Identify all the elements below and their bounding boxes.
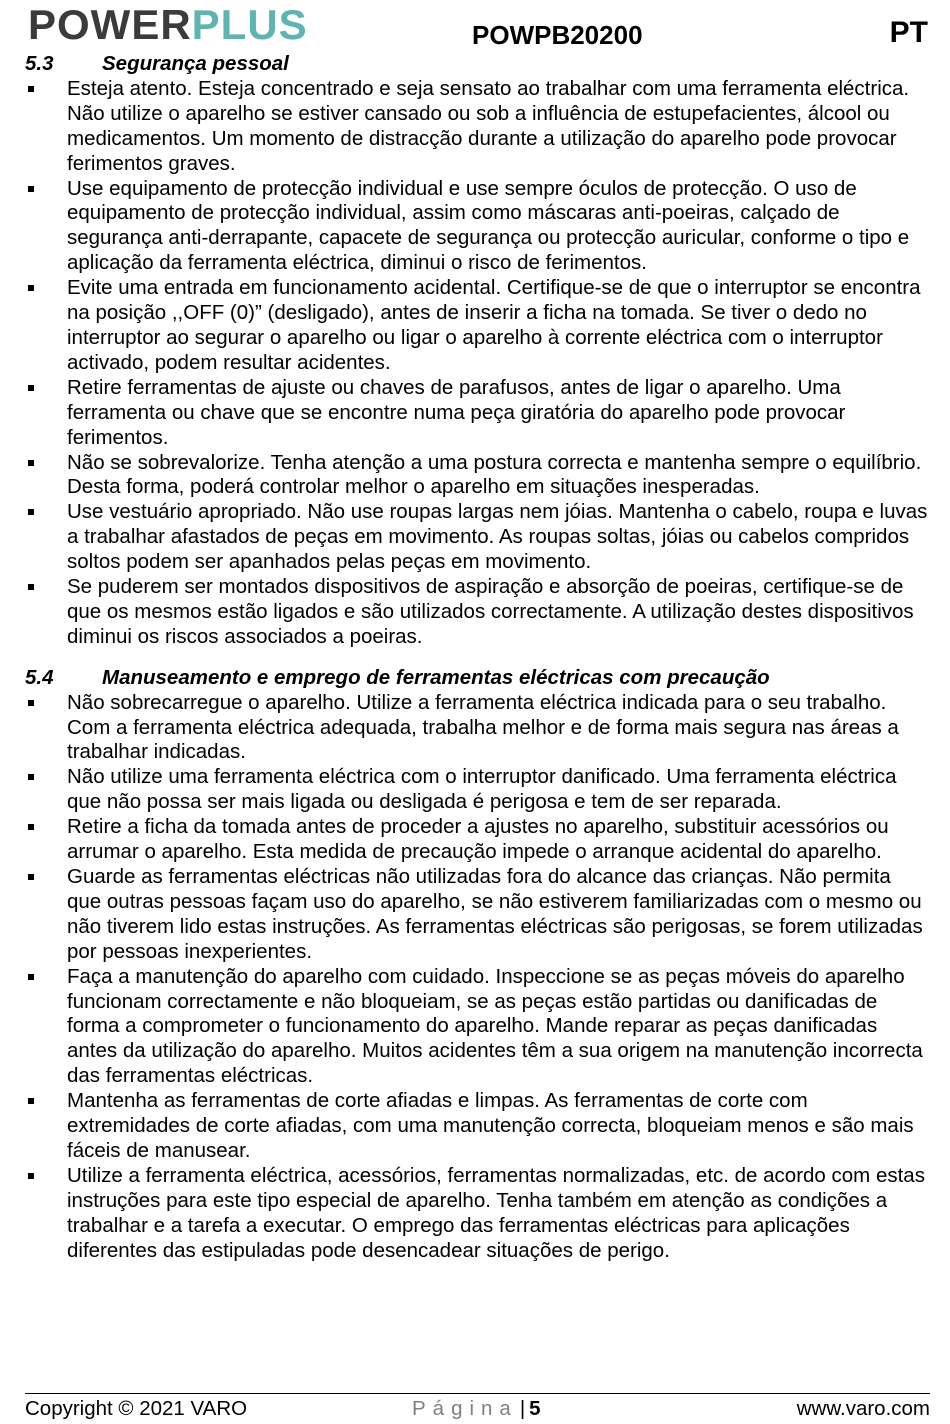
section-heading	[25, 666, 930, 691]
list-item-text: Utilize a ferramenta eléctrica, acessórios, ferramentas normalizadas, etc. de acordo com estas instruções para este tipo especial de aparelho. Tenha também em atenção as condições a trabalhar e a tarefa a executar. O emprego das ferramentas eléctricas para aplicações diferentes das estipuladas pode desencadear situações de perigo.	[67, 1163, 925, 1262]
list-item-text: Esteja atento. Esteja concentrado e seja sensato ao trabalhar com uma ferramenta eléctrica. Não utilize o aparelho se estiver cansado ou sob a influência de estupefacientes, álcool ou medicamentos. Um momento de distracção durante a utilização do aparelho pode provocar ferimentos graves.	[67, 76, 910, 175]
bullet-square-icon	[28, 1098, 34, 1104]
bullet-square-icon	[28, 824, 34, 830]
list-item-text: Não utilize uma ferramenta eléctrica com o interruptor danificado. Uma ferramenta eléctrica que não possa ser mais ligada ou desligada é perigosa e tem de ser reparada.	[67, 765, 897, 814]
list-item	[25, 815, 930, 865]
copyright-text: Copyright © 2021 VARO	[25, 1397, 248, 1420]
bullet-square-icon	[28, 700, 34, 706]
section-title: Segurança pessoal	[102, 52, 289, 75]
list-item	[25, 1089, 930, 1164]
list-item-text: Faça a manutenção do aparelho com cuidado. Inspeccione se as peças móveis do aparelho funcionam correctamente e não bloqueiam, se as peças estão partidas ou danificadas de forma a comprometer o funcionamento do aparelho. Mande reparar as peças danificadas antes da utilização do aparelho. Muitos acidentes têm a sua origem na manutenção incorrecta das ferramentas eléctricas.	[67, 964, 923, 1088]
list-item-text: Não sobrecarregue o aparelho. Utilize a ferramenta eléctrica indicada para o seu trabalho. Com a ferramenta eléctrica adequada, trabalha melhor e de forma mais segura nas áreas a trabalhar indicadas.	[67, 690, 899, 764]
list-item-text: Se puderem ser montados dispositivos de aspiração e absorção de poeiras, certifique-se de que os mesmos estão ligados e são utilizados correctamente. A utilização destes dispositivos diminui os riscos associados a poeiras.	[67, 575, 914, 648]
footer-divider	[25, 1393, 930, 1394]
bullet-square-icon	[28, 774, 34, 780]
section-power-tool-use	[25, 666, 930, 1264]
list-item	[25, 500, 930, 575]
bullet-square-icon	[28, 974, 34, 980]
list-item	[25, 77, 930, 177]
list-item	[25, 765, 930, 815]
list-item	[25, 575, 930, 650]
section-personal-safety	[25, 52, 930, 650]
list-item	[25, 177, 930, 277]
list-item-text: Use equipamento de protecção individual e use sempre óculos de protecção. O uso de equipamento de protecção individual, assim como máscaras anti-poeiras, calçado de segurança anti-derrapante, capacete de segurança ou protecção auricular, conforme o tipo e aplicação da ferramenta eléctrica, diminui o risco de ferimentos.	[67, 176, 910, 275]
bullet-list	[25, 77, 930, 650]
list-item	[25, 691, 930, 766]
brand-logo	[28, 2, 308, 48]
page-indicator	[412, 1396, 541, 1422]
bullet-square-icon	[28, 584, 34, 590]
page-footer	[25, 1396, 930, 1424]
list-item-text: Evite uma entrada em funcionamento acidental. Certifique-se de que o interruptor se encontra na posição ,,OFF (0)” (desligado), antes de inserir a ficha na tomada. Se tiver o dedo no interruptor ao segurar o aparelho ou ligar o aparelho à corrente eléctrica com o interruptor activado, podem resultar acidentes.	[67, 276, 921, 374]
page-label: Página	[412, 1397, 518, 1420]
page-header	[0, 0, 950, 56]
list-item-text: Mantenha as ferramentas de corte afiadas e limpas. As ferramentas de corte com extremidades de corte afiadas, com uma manutenção correcta, bloqueiam menos e são mais fáceis de manusear.	[67, 1089, 914, 1162]
model-number: POWPB20200	[472, 20, 643, 50]
list-item-text: Use vestuário apropriado. Não use roupas largas nem jóias. Mantenha o cabelo, roupa e luvas a trabalhar afastados de peças em movimento. As roupas soltas, jóias ou cabelos compridos soltos podem ser apanhados pelas peças em movimento.	[67, 500, 928, 574]
list-item	[25, 276, 930, 376]
language-code: PT	[889, 16, 928, 49]
bullet-list	[25, 691, 930, 1264]
bullet-square-icon	[28, 186, 34, 192]
section-spacer	[25, 650, 930, 666]
bullet-square-icon	[28, 509, 34, 515]
page-content	[25, 52, 930, 1264]
section-number: 5.4	[25, 665, 54, 689]
list-item	[25, 1164, 930, 1264]
list-item	[25, 376, 930, 451]
website-url: www.varo.com	[796, 1397, 930, 1420]
bullet-square-icon	[28, 874, 34, 880]
page-number: 5	[529, 1397, 541, 1420]
list-item	[25, 451, 930, 501]
section-title: Manuseamento e emprego de ferramentas eléctricas com precaução	[102, 665, 770, 689]
list-item-text: Retire a ficha da tomada antes de proceder a ajustes no aparelho, substituir acessórios ou arrumar o aparelho. Esta medida de precaução impede o arranque acidental do aparelho.	[67, 815, 889, 864]
list-item-text: Não se sobrevalorize. Tenha atenção a uma postura correcta e mantenha sempre o equilíbrio. Desta forma, poderá controlar melhor o aparelho em situações inesperadas.	[67, 450, 922, 499]
list-item	[25, 965, 930, 1090]
section-heading	[25, 52, 930, 77]
logo-power: POWER	[28, 1, 192, 48]
section-number: 5.3	[25, 52, 54, 75]
bullet-square-icon	[28, 385, 34, 391]
bullet-square-icon	[28, 1173, 34, 1179]
bullet-square-icon	[28, 285, 34, 291]
page-separator: |	[519, 1397, 526, 1420]
list-item-text: Retire ferramentas de ajuste ou chaves de parafusos, antes de ligar o aparelho. Uma ferramenta ou chave que se encontre numa peça giratória do aparelho pode provocar ferimentos.	[67, 375, 846, 449]
bullet-square-icon	[28, 460, 34, 466]
logo-plus: PLUS	[191, 1, 308, 48]
list-item-text: Guarde as ferramentas eléctricas não utilizadas fora do alcance das crianças. Não permita que outras pessoas façam uso do aparelho, se não estiverem familiarizadas com o mesmo ou não tiverem lido estas instruções. As ferramentas eléctricas são perigosas, se forem utilizadas por pessoas inexperientes.	[67, 865, 923, 963]
bullet-square-icon	[28, 86, 34, 92]
list-item	[25, 865, 930, 965]
